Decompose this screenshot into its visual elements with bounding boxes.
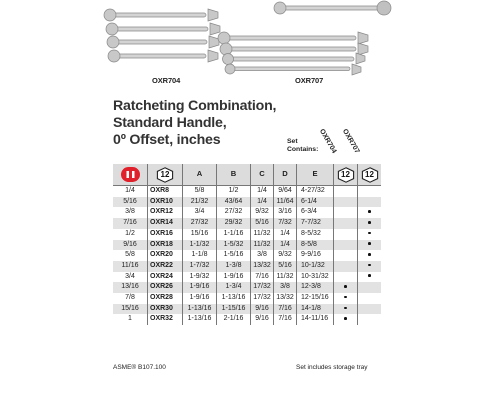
set-b-column-header	[358, 164, 382, 186]
table-row	[113, 293, 381, 304]
cell-set-oxr704	[334, 250, 358, 261]
cell-e: 7-7/32	[297, 218, 334, 229]
included-bullet-icon	[368, 274, 371, 277]
cell-a: 1-1/8	[183, 250, 217, 261]
cell-set-oxr704	[334, 272, 358, 283]
cell-set-oxr707	[358, 272, 382, 283]
cell-c: 13/32	[251, 261, 274, 272]
cell-c: 17/32	[251, 282, 274, 293]
cell-set-oxr704	[334, 207, 358, 218]
table-row	[113, 250, 381, 261]
column-header-a: A	[183, 164, 217, 186]
cell-d: 7/32	[274, 218, 297, 229]
set-contains-line-2: Contains:	[287, 146, 319, 153]
cell-d: 11/64	[274, 197, 297, 208]
column-header-e: E	[297, 164, 334, 186]
table-row	[113, 186, 381, 197]
cell-b: 43/64	[217, 197, 251, 208]
table-row	[113, 272, 381, 283]
cell-part: OXR26	[148, 282, 183, 293]
column-header-b: B	[217, 164, 251, 186]
cell-b: 29/32	[217, 218, 251, 229]
cell-b: 1-1/16	[217, 229, 251, 240]
cell-e: 10-31/32	[297, 272, 334, 283]
cell-size: 9/16	[113, 240, 148, 251]
cell-part: OXR30	[148, 304, 183, 315]
cell-set-oxr707	[358, 186, 382, 197]
table-row	[113, 207, 381, 218]
cell-size: 5/8	[125, 251, 135, 259]
cell-set-oxr707	[358, 293, 382, 304]
cell-a: 1-7/32	[183, 261, 217, 272]
cell-a: 1-13/16	[183, 304, 217, 315]
included-bullet-icon	[368, 242, 371, 245]
cell-e: 6-3/4	[297, 207, 334, 218]
cell-part: OXR8	[148, 186, 183, 197]
wrench-size-badge-icon	[121, 167, 140, 182]
column-header-c: C	[251, 164, 274, 186]
title-line-2: Standard Handle,	[113, 115, 227, 131]
cell-set-oxr704	[334, 282, 358, 293]
cell-d: 9/64	[274, 186, 297, 197]
wrench-spec-table	[113, 164, 381, 325]
cell-a: 1-9/32	[183, 272, 217, 283]
cell-size: 5/16	[113, 197, 148, 208]
set-a-column-header	[334, 164, 358, 186]
cell-size: 3/8	[125, 208, 135, 216]
cell-set-oxr707	[358, 207, 382, 218]
cell-c: 11/32	[251, 229, 274, 240]
cell-size: 1/2	[125, 229, 135, 237]
cell-set-oxr707	[358, 218, 382, 229]
cell-set-oxr707	[358, 197, 382, 208]
cell-d: 5/16	[274, 261, 297, 272]
cell-part: OXR14	[148, 218, 183, 229]
cell-d: 7/16	[274, 304, 297, 315]
set-contains-label	[287, 138, 318, 154]
cell-set-oxr707	[358, 229, 382, 240]
oxr704-label: OXR704	[152, 76, 181, 85]
cell-part: OXR18	[148, 240, 183, 251]
cell-d: 7/16	[274, 314, 297, 325]
included-bullet-icon	[368, 210, 371, 213]
cell-a: 15/16	[183, 229, 217, 240]
cell-b: 1-15/16	[217, 304, 251, 315]
cell-c: 9/16	[251, 314, 274, 325]
cell-c: 7/16	[251, 272, 274, 283]
cell-set-oxr707	[358, 314, 382, 325]
cell-set-oxr704	[334, 293, 358, 304]
cell-part: OXR16	[148, 229, 183, 240]
set-column-header-oxr707: OXR707	[340, 128, 361, 155]
cell-b: 1-13/16	[217, 293, 251, 304]
cell-size: 7/8	[125, 294, 135, 302]
cell-part: OXR22	[148, 261, 183, 272]
twelve-point-label: 12	[160, 169, 170, 179]
cell-b: 1-3/8	[217, 261, 251, 272]
point-count-column-header	[148, 164, 183, 186]
cell-part: OXR12	[148, 207, 183, 218]
cell-e: 14-1/8	[297, 304, 334, 315]
cell-set-oxr707	[358, 261, 382, 272]
table-row	[113, 197, 381, 208]
section-title	[113, 98, 313, 149]
cell-e: 12-3/8	[297, 282, 334, 293]
set-a-twelve-point-icon	[337, 167, 355, 183]
cell-set-oxr704	[334, 261, 358, 272]
cell-e: 9-9/16	[297, 250, 334, 261]
cell-b: 1-5/16	[217, 250, 251, 261]
included-bullet-icon	[344, 317, 347, 320]
title-line-1: Ratcheting Combination,	[113, 98, 277, 114]
table-row	[113, 229, 381, 240]
cell-b: 1/2	[217, 186, 251, 197]
cell-c: 9/32	[251, 207, 274, 218]
cell-set-oxr704	[334, 229, 358, 240]
cell-e: 6-1/4	[297, 197, 334, 208]
included-bullet-icon	[344, 285, 347, 288]
cell-a: 1-9/16	[183, 293, 217, 304]
cell-part: OXR24	[148, 272, 183, 283]
cell-c: 17/32	[251, 293, 274, 304]
cell-set-oxr707	[358, 250, 382, 261]
included-bullet-icon	[368, 253, 371, 256]
cell-set-oxr707	[358, 240, 382, 251]
cell-d: 3/8	[274, 282, 297, 293]
included-bullet-icon	[344, 307, 347, 310]
cell-set-oxr704	[334, 218, 358, 229]
cell-d: 9/32	[274, 250, 297, 261]
cell-set-oxr707	[358, 282, 382, 293]
cell-size: 3/4	[125, 272, 135, 280]
cell-size: 15/16	[113, 304, 148, 315]
cell-a: 1-13/16	[183, 314, 217, 325]
cell-size: 13/16	[113, 282, 148, 293]
column-header-d: D	[274, 164, 297, 186]
oxr707-wrench-set-image	[212, 0, 402, 78]
cell-d: 1/4	[274, 240, 297, 251]
cell-e: 8-5/32	[297, 229, 334, 240]
cell-d: 3/16	[274, 207, 297, 218]
cell-a: 21/32	[183, 197, 217, 208]
cell-a: 5/8	[183, 186, 217, 197]
cell-a: 1-1/32	[183, 240, 217, 251]
cell-c: 5/16	[251, 218, 274, 229]
cell-part: OXR20	[148, 250, 183, 261]
cell-a: 27/32	[183, 218, 217, 229]
included-bullet-icon	[368, 221, 371, 224]
cell-b: 1-9/16	[217, 272, 251, 283]
set-contains-line-1: Set	[287, 138, 298, 145]
set-a-twelve-point-label: 12	[341, 169, 350, 179]
cell-c: 3/8	[251, 250, 274, 261]
storage-tray-note: Set includes storage tray	[296, 364, 368, 371]
table-row	[113, 261, 381, 272]
cell-d: 13/32	[274, 293, 297, 304]
included-bullet-icon	[368, 264, 371, 267]
cell-e: 10-1/32	[297, 261, 334, 272]
twelve-point-icon	[156, 167, 174, 183]
cell-set-oxr704	[334, 240, 358, 251]
cell-c: 11/32	[251, 240, 274, 251]
cell-e: 14-11/16	[297, 314, 334, 325]
cell-size: 1/4	[125, 187, 135, 194]
cell-b: 1-5/32	[217, 240, 251, 251]
cell-size: 7/16	[113, 218, 148, 229]
oxr707-label: OXR707	[295, 76, 324, 85]
table-row	[113, 314, 381, 325]
cell-b: 2-1/16	[217, 314, 251, 325]
cell-part: OXR28	[148, 293, 183, 304]
cell-set-oxr704	[334, 304, 358, 315]
cell-c: 9/16	[251, 304, 274, 315]
set-b-twelve-point-label: 12	[365, 169, 374, 179]
included-bullet-icon	[344, 296, 347, 299]
cell-set-oxr704	[334, 186, 358, 197]
cell-e: 8-5/8	[297, 240, 334, 251]
table-row	[113, 218, 381, 229]
set-column-header-oxr704: OXR704	[317, 128, 338, 155]
cell-e: 4-27/32	[297, 186, 334, 197]
cell-b: 1-3/4	[217, 282, 251, 293]
cell-part: OXR32	[148, 314, 183, 325]
cell-c: 1/4	[251, 197, 274, 208]
cell-size: 1	[128, 315, 132, 323]
table-body	[113, 186, 381, 326]
cell-a: 1-9/16	[183, 282, 217, 293]
cell-e: 12-15/16	[297, 293, 334, 304]
cell-c: 1/4	[251, 186, 274, 197]
size-column-header	[113, 164, 148, 186]
table-row	[113, 304, 381, 315]
cell-d: 11/32	[274, 272, 297, 283]
table-row	[113, 282, 381, 293]
cell-set-oxr704	[334, 197, 358, 208]
table-row	[113, 240, 381, 251]
table-header-row	[113, 164, 381, 186]
cell-set-oxr707	[358, 304, 382, 315]
cell-a: 3/4	[183, 207, 217, 218]
asme-standard-note: ASME® B107.100	[113, 364, 166, 371]
oxr704-wrench-set-image	[100, 4, 222, 66]
cell-size: 11/16	[113, 261, 148, 272]
set-b-twelve-point-icon	[361, 167, 379, 183]
cell-set-oxr704	[334, 314, 358, 325]
cell-part: OXR10	[148, 197, 183, 208]
included-bullet-icon	[368, 232, 371, 235]
cell-d: 1/4	[274, 229, 297, 240]
title-line-3: 0º Offset, inches	[113, 132, 221, 148]
cell-b: 27/32	[217, 207, 251, 218]
